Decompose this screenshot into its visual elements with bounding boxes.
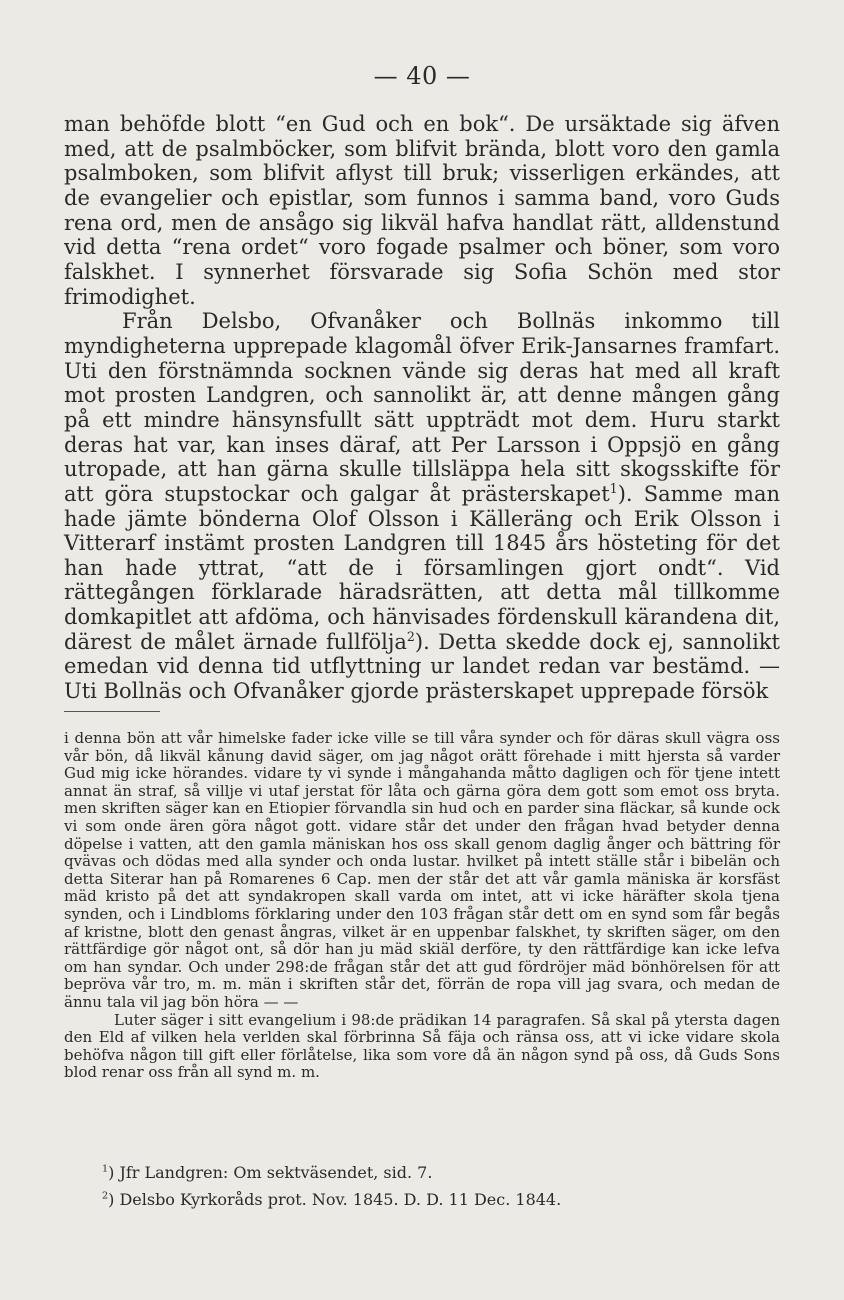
reference-note-2 bbox=[102, 1186, 782, 1213]
footnote-quote-2: Luter säger i sitt evangelium i 98:de prädikan 14 paragrafen. Så skal på ytersta dagen den Eld af vilken hela verlden skal förbrinna Så fäja och ränsa oss, att vi icke vidare skola behöfva någon till gift eller förlåtelse, lika som vore då än någon synd på oss, då Guds Sons blod renar oss från all synd m. m. bbox=[64, 1010, 780, 1082]
reference-text-1: ) Jfr Landgren: Om sektväsendet, sid. 7. bbox=[108, 1163, 433, 1182]
main-text bbox=[64, 112, 780, 704]
footnote-marker-1: 1 bbox=[609, 480, 618, 496]
footnote-quote-1: i denna bön att vår himelske fader icke ville se till våra synder och för däras skull vägra oss vår bön, då likväl kånung david säger, om jag något orätt förehade i mitt hjersta så varder Gud mig icke hörandes. vidare ty vi synde i mångahanda måtto dagligen och för tjene intett annat än straf, så villje vi utaf jerstat för låta och gärna göra dem gott som emot oss bryta. men skriften säger kan en Etiopier förvandla sin hud och en parder sina fläckar, så kunde ock vi som onde ären göra något gott. vidare står det under den frågan hvad betyder denna döpelse i vatten, att den gamla mäniskan hos oss skall genom daglig ånger och bättring för qvävas och dödas med alla synder och onda lustar. hvilket på intett ställe står i bibelän och detta Siterar han på Romarenes 6 Cap. men der står det att vår gamla mäniska är korsfäst mäd kristo på det att syndakropen skall varda om intet, att vi icke häräfter skola tjena synden, och i Lindbloms förklaring under den 103 frågan står dett om en synd som får begås af kristne, blott den genast ångras, vilket är en uppenbar falskhet, ty skriften säger, om den rättfärdige gör något ont, så dör han ju mäd skiäl derföre, ty den rättfärdige kan icke lefva om han syndar. Och under 298:de frågan står det att gud fördröjer mäd bönhörelsen för att bepröva vår tro, m. m. män i skriften står det, förrän de ropa vill jag svara, och medan de ännu tala vil jag bön höra — — bbox=[64, 729, 780, 1011]
footnote-divider bbox=[64, 711, 160, 712]
footnote-marker-2: 2 bbox=[406, 628, 415, 644]
paragraph-2-part-b: ). Samme man hade jämte bönderna Olof Olsson i Källeräng och Erik Olsson i Vitterarf instämt prosten Landgren till 1845 års hösteting för det han hade yttrat, “att de i församlingen gjort ondt“. Vid rättegången förklarade häradsrätten, att detta mål tillkomme domkapitlet att afdöma, och hänvisades fördenskull kärandena dit, därest de målet ärnade fullfölja bbox=[64, 481, 780, 654]
reference-mark-2: 2 bbox=[102, 1190, 109, 1202]
reference-note-1 bbox=[102, 1159, 782, 1186]
footnote-quote-block bbox=[64, 730, 780, 1082]
paragraph-2-part-a: Från Delsbo, Ofvanåker och Bollnäs inkommo till myndigheterna upprepade klagomål öfver Erik-Jansarnes framfart. Uti den förstnämnda socknen vände sig deras hat med all kraft mot prosten Landgren, och sannolikt är, att denne mången gång på ett mindre hänsynsfullt sätt uppträdt mot dem. Huru starkt deras hat var, kan inses däraf, att Per Larsson i Oppsjö en gång utropade, att han gärna skulle tillsläppa hela sitt skogsskifte för att göra stupstockar och galgar åt prästerskapet bbox=[64, 309, 780, 506]
paragraph-1: man behöfde blott “en Gud och en bok“. De ursäktade sig äfven med, att de psalmböcker, som blifvit brända, blott voro den gamla psalmboken, som blifvit aflyst till bruk; visserligen erkändes, att de evangelier och epistlar, som funnos i samma band, voro Guds rena ord, men de ansågo sig likväl hafva handlat rätt, alldenstund vid detta “rena ordet“ voro fogade psalmer och böner, som voro falskhet. I synnerhet försvarade sig Sofia Schön med stor frimodighet. bbox=[64, 112, 780, 309]
reference-text-2: ) Delsbo Kyrkoråds prot. Nov. 1845. D. D. 11 Dec. 1844. bbox=[108, 1190, 562, 1209]
page-number: — 40 — bbox=[373, 62, 471, 90]
reference-mark-1: 1 bbox=[102, 1163, 109, 1175]
reference-notes bbox=[102, 1159, 782, 1213]
paragraph-2-part-c: ). Detta skedde dock ej, sannolikt emedan vid denna tid utflyttning ur landet redan var bestämd. — Uti Bollnäs och Ofvanåker gjorde prästerskapet upprepade försök bbox=[64, 629, 780, 704]
paragraph-2 bbox=[64, 309, 780, 704]
